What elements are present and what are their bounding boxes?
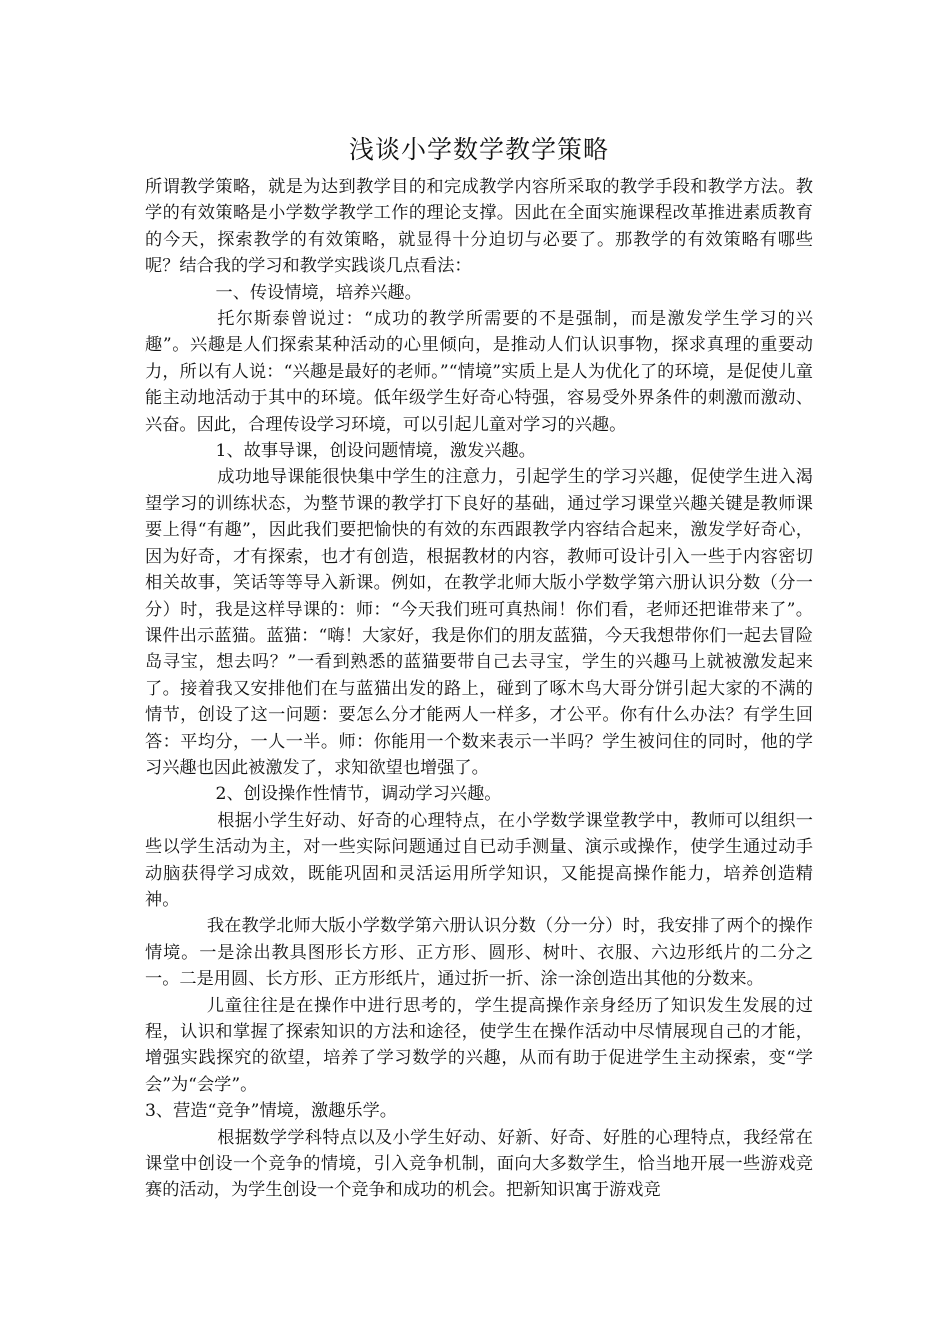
body-paragraph: 托尔斯泰曾说过：“成功的教学所需要的不是强制，而是激发学生学习的兴趣”。兴趣是人们探索某种活动的心里倾向，是推动人们认识事物，探求真理的重要动力，所以有人说：“兴趣是最好的老师。”“情境”实质上是人为优化了的环境，是促使儿童能主动地活动于其中的环境。低年级学生好奇心特强，容易受外界条件的刺激而激动、兴奋。因此，合理传设学习环境，可以引起儿童对学习的兴趣。	[145, 309, 813, 435]
subsection-heading-3: 3、营造“竞争”情境，激趣乐学。	[145, 1101, 397, 1122]
body-paragraph: 我在教学北师大版小学数学第六册认识分数（分一分）时，我安排了两个的操作情境。一是涂出教具图形长方形、正方形、圆形、树叶、衣服、六边形纸片的二分之一。二是用圆、长方形、正方形纸片，通过折一折、涂一涂创造出其他的分数来。	[145, 916, 813, 990]
body-paragraph: 根据小学生好动、好奇的心理特点，在小学数学课堂教学中，教师可以组织一些以学生活动为主，对一些实际问题通过自已动手测量、演示或操作，使学生通过动手动脑获得学习成效，既能巩固和灵活运用所学知识，又能提高操作能力，培养创造精神。	[145, 810, 813, 910]
section-heading-1: 一、传设情境，培养兴趣。	[215, 282, 422, 303]
subsection-heading-1: 1、故事导课，创设问题情境，激发兴趣。	[215, 441, 536, 462]
body-paragraph: 根据数学学科特点以及小学生好动、好新、好奇、好胜的心理特点，我经常在课堂中创设一个竞争的情境，引入竞争机制，面向大多数学生，恰当地开展一些游戏竞赛的活动，为学生创设一个竞争和成功的机会。把新知识寓于游戏竞	[145, 1127, 813, 1201]
intro-paragraph: 所谓教学策略，就是为达到教学目的和完成教学内容所采取的教学手段和教学方法。教学的有效策略是小学数学教学工作的理论支撑。因此在全面实施课程改革推进素质教育的今天，探索教学的有效策略，就显得十分迫切与必要了。那教学的有效策略有哪些呢？结合我的学习和教学实践谈几点看法：	[145, 177, 813, 277]
body-paragraph: 儿童往往是在操作中进行思考的，学生提高操作亲身经历了知识发生发展的过程，认识和掌握了探索知识的方法和途径，使学生在操作活动中尽情展现自己的才能，增强实践探究的欲望，培养了学习数学的兴趣，从而有助于促进学生主动探索，变“学会”为“会学”。	[145, 995, 813, 1095]
document-page	[145, 128, 813, 1204]
body-paragraph: 成功地导课能很快集中学生的注意力，引起学生的学习兴趣，促使学生进入渴望学习的训练状态，为整节课的教学打下良好的基础，通过学习课堂兴趣关键是教师课要上得“有趣”，因此我们要把愉快的有效的东西跟教学内容结合起来，激发学好奇心，因为好奇，才有探索，也才有创造，根据教材的内容，教师可设计引入一些于内容密切相关故事，笑话等等导入新课。例如，在教学北师大版小学数学第六册认识分数（分一分）时，我是这样导课的：师：“今天我们班可真热闹！你们看，老师还把谁带来了”。课件出示蓝猫。蓝猫：“嗨！大家好，我是你们的朋友蓝猫，今天我想带你们一起去冒险岛寻宝，想去吗？”一看到熟悉的蓝猫要带自己去寻宝，学生的兴趣马上就被激发起来了。接着我又安排他们在与蓝猫出发的路上，碰到了啄木鸟大哥分饼引起大家的不满的情节，创设了这一问题：要怎么分才能两人一样多，才公平。你有什么办法？有学生回答：平均分，一人一半。师：你能用一个数来表示一半吗？学生被问住的同时，他的学习兴趣也因此被激发了，求知欲望也增强了。	[145, 467, 813, 778]
subsection-heading-2: 2、创设操作性情节，调动学习兴趣。	[215, 784, 502, 805]
document-title: 浅谈小学数学教学策略	[348, 135, 609, 164]
